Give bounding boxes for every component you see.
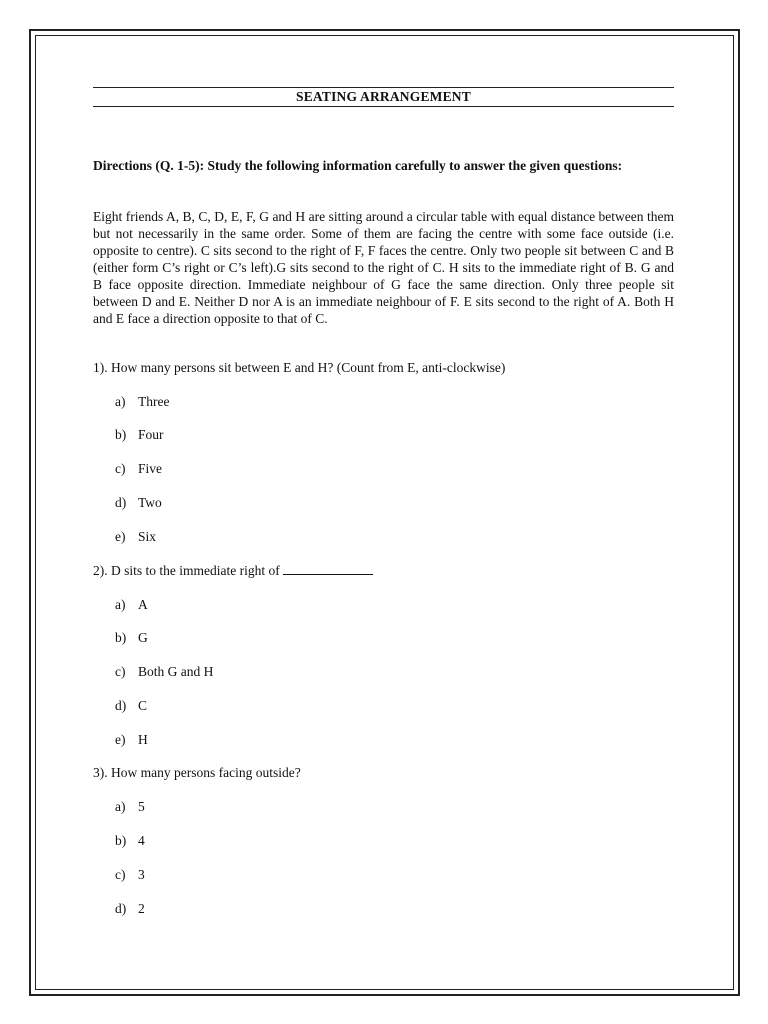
option-letter: c) <box>115 664 126 679</box>
option-3b <box>115 833 145 849</box>
option-letter: b) <box>115 630 127 645</box>
option-text: Four <box>138 427 164 442</box>
option-letter: e) <box>115 529 126 544</box>
page-title: SEATING ARRANGEMENT <box>296 89 471 104</box>
option-text: 5 <box>138 799 145 814</box>
option-text: Both G and H <box>138 664 214 679</box>
passage-text: Eight friends A, B, C, D, E, F, G and H are sitting around a circular table with equal distance between them but not necessarily in the same order. Some of them are facing the centre with some face outside (i.e. opposite to centre). C sits second to the right of F, F faces the centre. Only two people sit between C and B (either form C’s right or C’s left).G sits second to the right of C. H sits to the immediate right of B. G and B face opposite direction. Immediate neighbour of G face the same direction. Only three people sit between D and E. Neither D nor A is an immediate neighbour of F. E sits second to the right of A. Both H and E face a direction opposite to that of C. <box>93 209 674 326</box>
option-text: H <box>138 732 148 747</box>
option-text: Two <box>138 495 162 510</box>
title-rule-bottom <box>93 106 674 107</box>
option-text: Three <box>138 394 170 409</box>
option-letter: b) <box>115 833 127 848</box>
option-letter: b) <box>115 427 127 442</box>
option-2a <box>115 597 148 613</box>
option-text: C <box>138 698 148 713</box>
option-text: 3 <box>138 867 145 882</box>
option-text: Five <box>138 461 163 476</box>
option-text: Six <box>138 529 157 544</box>
answer-blank <box>283 563 373 575</box>
option-letter: d) <box>115 698 127 713</box>
option-1b <box>115 427 164 443</box>
option-letter: e) <box>115 732 126 747</box>
option-3a <box>115 799 145 815</box>
option-letter: a) <box>115 597 126 612</box>
option-text: G <box>138 630 148 645</box>
title-rule-top <box>93 87 674 88</box>
option-letter: c) <box>115 461 126 476</box>
option-1a <box>115 394 169 410</box>
option-text: A <box>138 597 148 612</box>
question-3-text: 3). How many persons facing outside? <box>93 765 301 780</box>
option-1c <box>115 461 162 477</box>
question-2-text: 2). D sits to the immediate right of <box>93 563 280 578</box>
question-1-text: 1). How many persons sit between E and H? (Count from E, anti-clockwise) <box>93 360 506 375</box>
option-letter: d) <box>115 495 127 510</box>
option-letter: c) <box>115 867 126 882</box>
option-2c <box>115 664 213 680</box>
option-letter: a) <box>115 799 126 814</box>
option-2e <box>115 732 148 748</box>
question-2 <box>93 563 373 579</box>
option-1d <box>115 495 162 511</box>
option-3c <box>115 867 145 883</box>
option-text: 4 <box>138 833 145 848</box>
option-letter: a) <box>115 394 126 409</box>
option-2b <box>115 630 148 646</box>
option-letter: d) <box>115 901 127 916</box>
option-text: 2 <box>138 901 145 916</box>
option-2d <box>115 698 147 714</box>
directions-text: Directions (Q. 1-5): Study the following information carefully to answer the given questions: <box>93 158 623 173</box>
option-1e <box>115 529 156 545</box>
option-3d <box>115 901 145 917</box>
